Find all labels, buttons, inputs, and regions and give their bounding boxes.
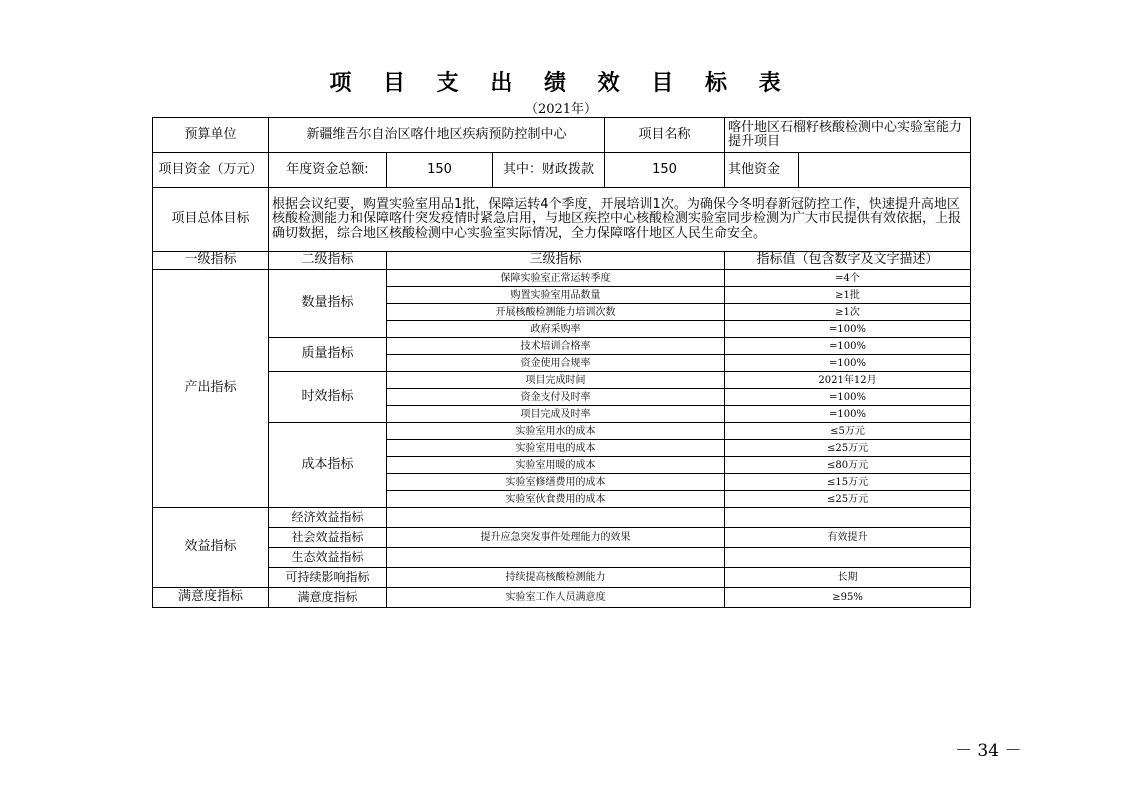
page-number: － 34 － [955, 741, 1022, 761]
indicator-name: 持续提高核酸检测能力 [387, 568, 725, 588]
funds-label: 项目资金（万元） [153, 153, 269, 188]
indicator-name: 项目完成及时率 [387, 406, 725, 423]
level2-indicator: 可持续影响指标 [269, 568, 387, 588]
indicator-name: 资金使用合规率 [387, 355, 725, 372]
table-row [153, 338, 971, 355]
indicator-value: =100% [725, 355, 971, 372]
col-level1: 一级指标 [153, 252, 269, 270]
budget-unit-value: 新疆维吾尔自治区喀什地区疾病预防控制中心 [269, 118, 605, 153]
other-funds-label: 其他资金 [725, 153, 799, 188]
indicator-name [387, 548, 725, 568]
table-row [153, 528, 971, 548]
table-row [153, 270, 971, 287]
indicator-value: ≤25万元 [725, 440, 971, 457]
col-value: 指标值（包含数字及文字描述） [725, 252, 971, 270]
indicator-name: 购置实验室用品数量 [387, 287, 725, 304]
cost-indicator-label: 成本指标 [269, 423, 387, 508]
table-row [153, 372, 971, 389]
indicator-value: 有效提升 [725, 528, 971, 548]
indicator-value: =100% [725, 406, 971, 423]
project-name-value: 喀什地区石榴籽核酸检测中心实验室能力提升项目 [725, 118, 971, 153]
benefit-indicator-label: 效益指标 [153, 508, 269, 588]
table-row [153, 508, 971, 528]
page-title: 项 目 支 出 绩 效 目 标 表 [329, 70, 793, 96]
annual-total-value: 150 [387, 153, 493, 188]
indicator-name: 项目完成时间 [387, 372, 725, 389]
col-level3: 三级指标 [387, 252, 725, 270]
indicator-name: 实验室用电的成本 [387, 440, 725, 457]
indicator-value [725, 508, 971, 528]
indicator-value: =100% [725, 338, 971, 355]
satisfaction-indicator-label: 满意度指标 [153, 588, 269, 608]
indicator-value [725, 548, 971, 568]
indicator-name [387, 508, 725, 528]
goal-text: 根据会议纪要，购置实验室用品1批，保障运转4个季度，开展培训1次。为确保今冬明春新冠防控工作，快速提升高地区核酸检测能力和保障喀什突发疫情时紧急启用，与地区疾控中心核酸检测实验室同步检测为广大市民提供有效依据，上报确切数据，综合地区核酸检测中心实验室实际情况，全力保障喀什地区人民生命安全。 [269, 188, 971, 252]
goal-label: 项目总体目标 [153, 188, 269, 252]
indicator-value: ≥1次 [725, 304, 971, 321]
indicator-name: 资金支付及时率 [387, 389, 725, 406]
goal-row [153, 188, 971, 252]
table-row [153, 548, 971, 568]
table-row [153, 423, 971, 440]
other-funds-value [799, 153, 971, 188]
level2-indicator: 生态效益指标 [269, 548, 387, 568]
budget-unit-label: 预算单位 [153, 118, 269, 153]
indicator-value: ≥95% [725, 588, 971, 608]
table-row [153, 568, 971, 588]
header-row-funds [153, 153, 971, 188]
timeliness-indicator-label: 时效指标 [269, 372, 387, 423]
col-level2: 二级指标 [269, 252, 387, 270]
table-row [153, 588, 971, 608]
project-name-label: 项目名称 [605, 118, 725, 153]
performance-table [152, 117, 971, 608]
indicator-name: 实验室修缮费用的成本 [387, 474, 725, 491]
indicator-value: 长期 [725, 568, 971, 588]
indicator-value: ≤15万元 [725, 474, 971, 491]
indicator-name: 实验室用水的成本 [387, 423, 725, 440]
fiscal-label: 其中：财政拨款 [493, 153, 605, 188]
output-indicator-label: 产出指标 [153, 270, 269, 508]
level2-indicator: 社会效益指标 [269, 528, 387, 548]
indicator-name: 技术培训合格率 [387, 338, 725, 355]
quality-indicator-label: 质量指标 [269, 338, 387, 372]
indicator-value: 2021年12月 [725, 372, 971, 389]
indicator-name: 实验室工作人员满意度 [387, 588, 725, 608]
level2-indicator: 满意度指标 [269, 588, 387, 608]
indicator-name: 实验室用暖的成本 [387, 457, 725, 474]
level2-indicator: 经济效益指标 [269, 508, 387, 528]
column-header-row [153, 252, 971, 270]
indicator-name: 开展核酸检测能力培训次数 [387, 304, 725, 321]
indicator-name: 保障实验室正常运转季度 [387, 270, 725, 287]
indicator-value: =100% [725, 321, 971, 338]
year-subtitle: （2021年） [524, 102, 598, 117]
annual-total-label: 年度资金总额: [269, 153, 387, 188]
indicator-value: ≤5万元 [725, 423, 971, 440]
indicator-value: =4个 [725, 270, 971, 287]
indicator-value: ≤25万元 [725, 491, 971, 508]
header-row-unit [153, 118, 971, 153]
indicator-name: 政府采购率 [387, 321, 725, 338]
indicator-name: 实验室伙食费用的成本 [387, 491, 725, 508]
indicator-value: ≤80万元 [725, 457, 971, 474]
indicator-value: =100% [725, 389, 971, 406]
quantity-indicator-label: 数量指标 [269, 270, 387, 338]
fiscal-value: 150 [605, 153, 725, 188]
indicator-name: 提升应急突发事件处理能力的效果 [387, 528, 725, 548]
indicator-value: ≥1批 [725, 287, 971, 304]
